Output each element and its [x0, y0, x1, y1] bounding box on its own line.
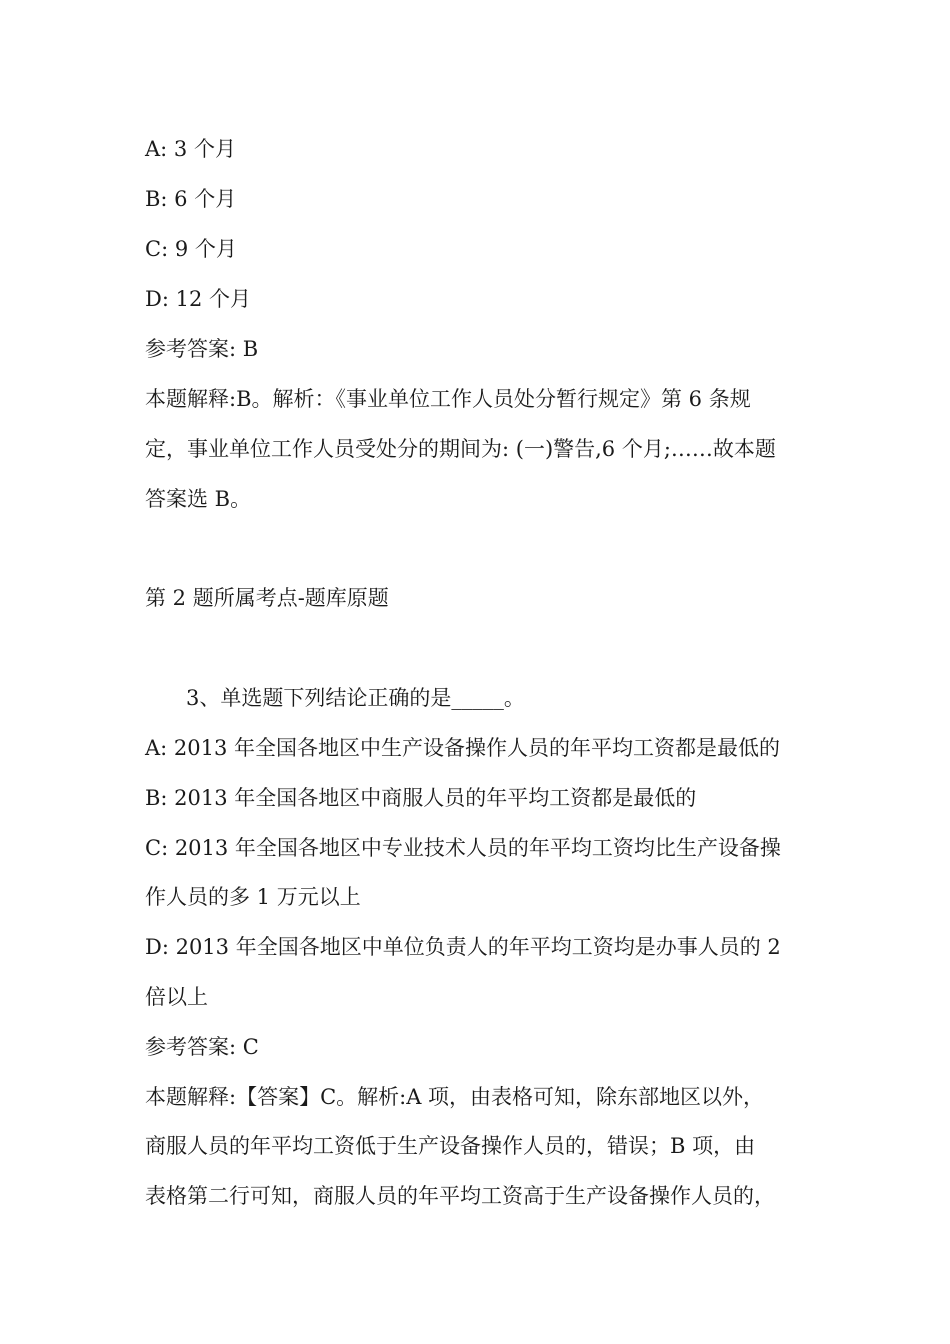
q2-option-a: A: 3 个月	[145, 137, 236, 161]
q2-explanation-line: 答案选 B。	[145, 487, 252, 511]
q3-option-c-line: C: 2013 年全国各地区中专业技术人员的年平均工资均比生产设备操	[145, 836, 781, 860]
q3-answer: 参考答案: C	[145, 1035, 259, 1059]
q3-explanation-line: 表格第二行可知，商服人员的年平均工资高于生产设备操作人员的，	[145, 1184, 775, 1208]
q3-option-a: A: 2013 年全国各地区中生产设备操作人员的年平均工资都是最低的	[145, 736, 781, 760]
q2-option-b: B: 6 个月	[145, 187, 237, 211]
q2-option-d: D: 12 个月	[145, 287, 251, 311]
q3-option-d-line: D: 2013 年全国各地区中单位负责人的年平均工资均是办事人员的 2	[145, 935, 781, 959]
q2-explanation-line: 定，事业单位工作人员受处分的期间为: (一)警告,6 个月;……故本题	[145, 437, 776, 461]
q2-topic: 第 2 题所属考点-题库原题	[145, 586, 389, 610]
q3-explanation-line: 商服人员的年平均工资低于生产设备操作人员的，错误；B 项，由	[145, 1134, 756, 1158]
q2-option-c: C: 9 个月	[145, 237, 237, 261]
q2-answer: 参考答案: B	[145, 337, 259, 361]
q3-option-d-line: 倍以上	[145, 985, 208, 1009]
q3-stem: 3、单选题下列结论正确的是_____。	[186, 686, 525, 710]
q3-option-b: B: 2013 年全国各地区中商服人员的年平均工资都是最低的	[145, 786, 697, 810]
q3-explanation-line: 本题解释:【答案】C。解析:A 项，由表格可知，除东部地区以外，	[145, 1085, 765, 1109]
q2-explanation-line: 本题解释:B。解析：《事业单位工作人员处分暂行规定》第 6 条规	[145, 387, 751, 411]
q3-option-c-line: 作人员的多 1 万元以上	[145, 885, 361, 909]
